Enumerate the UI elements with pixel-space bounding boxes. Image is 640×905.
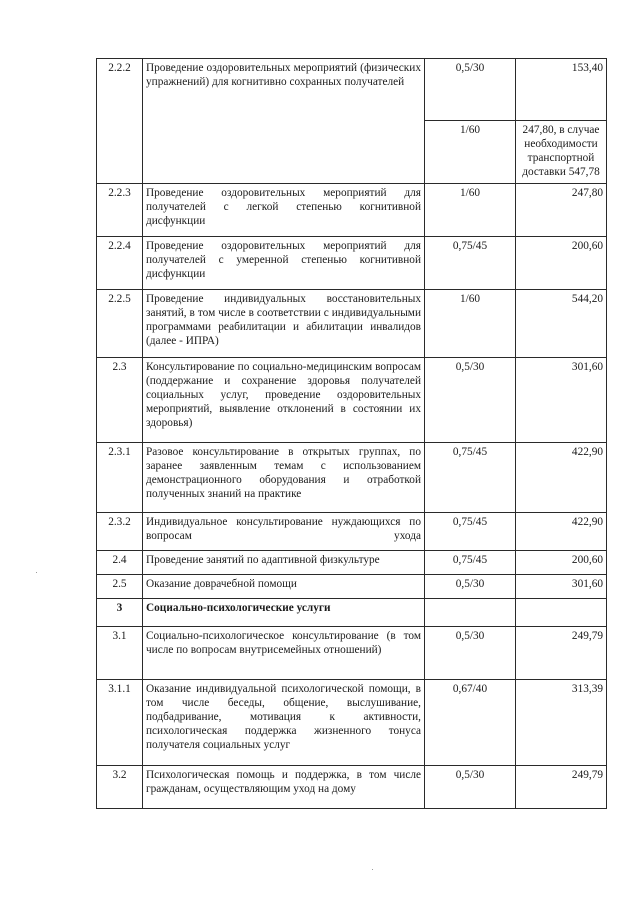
time-norm: 1/60 <box>425 290 516 358</box>
service-price: 249,79 <box>516 766 607 809</box>
time-norm: 0,75/45 <box>425 443 516 513</box>
row-number: 3.2 <box>97 766 143 809</box>
service-price: 313,39 <box>516 680 607 766</box>
service-description: Психологическая помощь и поддержка, в том числе гражданам, осуществляющим уход на дому <box>143 766 425 809</box>
scan-speck <box>372 869 373 870</box>
time-norm: 0,67/40 <box>425 680 516 766</box>
table-row <box>97 290 607 358</box>
scan-speck <box>36 572 37 573</box>
table-row <box>97 680 607 766</box>
table-row <box>97 513 607 551</box>
table-row <box>97 443 607 513</box>
service-description: Оказание доврачебной помощи <box>143 575 425 599</box>
service-price <box>516 599 607 627</box>
row-number: 2.2.2 <box>97 59 143 184</box>
table-row <box>97 59 607 121</box>
row-number: 2.3.1 <box>97 443 143 513</box>
table-row <box>97 575 607 599</box>
service-description: Консультирование по социально-медицинским вопросам (поддержание и сохранение здоровья получателей социальных услуг, проведение оздоровительных мероприятий, выявление отклонений в состоянии их здоровья) <box>143 358 425 443</box>
service-description: Индивидуальное консультирование нуждающихся по вопросам ухода <box>143 513 425 551</box>
row-number: 2.2.5 <box>97 290 143 358</box>
time-norm <box>425 599 516 627</box>
row-number: 2.3 <box>97 358 143 443</box>
time-norm: 0,75/45 <box>425 237 516 290</box>
time-norm: 1/60 <box>425 184 516 237</box>
service-price: 422,90 <box>516 513 607 551</box>
time-norm: 0,5/30 <box>425 59 516 121</box>
section-number: 3 <box>97 599 143 627</box>
table-row <box>97 627 607 680</box>
row-number: 2.5 <box>97 575 143 599</box>
row-number: 2.4 <box>97 551 143 575</box>
time-norm: 0,75/45 <box>425 551 516 575</box>
service-description: Социально-психологическое консультирование (в том числе по вопросам внутрисемейных отношений) <box>143 627 425 680</box>
service-price: 200,60 <box>516 551 607 575</box>
table-row <box>97 358 607 443</box>
service-price: 249,79 <box>516 627 607 680</box>
service-price: 301,60 <box>516 358 607 443</box>
time-norm: 0,5/30 <box>425 358 516 443</box>
service-description: Разовое консультирование в открытых группах, по заранее заявленным темам с использованием демонстрационного оборудования и отработкой полученных знаний на практике <box>143 443 425 513</box>
table-row <box>97 551 607 575</box>
table-row <box>97 237 607 290</box>
service-description: Проведение оздоровительных мероприятий для получателей с умеренной степенью когнитивной дисфункции <box>143 237 425 290</box>
service-price: 247,80 <box>516 184 607 237</box>
service-price: 247,80, в случае необходимости транспортной доставки 547,78 <box>516 121 607 184</box>
row-number: 2.2.3 <box>97 184 143 237</box>
services-tariff-table <box>96 58 607 809</box>
service-description: Оказание индивидуальной психологической помощи, в том числе беседы, общение, выслушивание, подбадривание, мотивация к активности, психологическая поддержка жизненного тонуса получателя социальных услуг <box>143 680 425 766</box>
time-norm: 0,5/30 <box>425 627 516 680</box>
time-norm: 0,75/45 <box>425 513 516 551</box>
service-description: Проведение оздоровительных мероприятий (физических упражнений) для когнитивно сохранных получателей <box>143 59 425 184</box>
service-price: 301,60 <box>516 575 607 599</box>
table-row <box>97 766 607 809</box>
row-number: 2.2.4 <box>97 237 143 290</box>
service-price: 544,20 <box>516 290 607 358</box>
service-price: 153,40 <box>516 59 607 121</box>
time-norm: 0,5/30 <box>425 575 516 599</box>
service-price: 200,60 <box>516 237 607 290</box>
row-number: 3.1.1 <box>97 680 143 766</box>
time-norm: 1/60 <box>425 121 516 184</box>
row-number: 3.1 <box>97 627 143 680</box>
time-norm: 0,5/30 <box>425 766 516 809</box>
service-description: Проведение индивидуальных восстановительных занятий, в том числе в соответствии с индивидуальными программами реабилитации и абилитации инвалидов (далее - ИПРА) <box>143 290 425 358</box>
service-description: Проведение занятий по адаптивной физкультуре <box>143 551 425 575</box>
row-number: 2.3.2 <box>97 513 143 551</box>
table-row <box>97 184 607 237</box>
service-price: 422,90 <box>516 443 607 513</box>
section-title: Социально-психологические услуги <box>143 599 425 627</box>
service-description: Проведение оздоровительных мероприятий для получателей с легкой степенью когнитивной дисфункции <box>143 184 425 237</box>
section-heading-row <box>97 599 607 627</box>
